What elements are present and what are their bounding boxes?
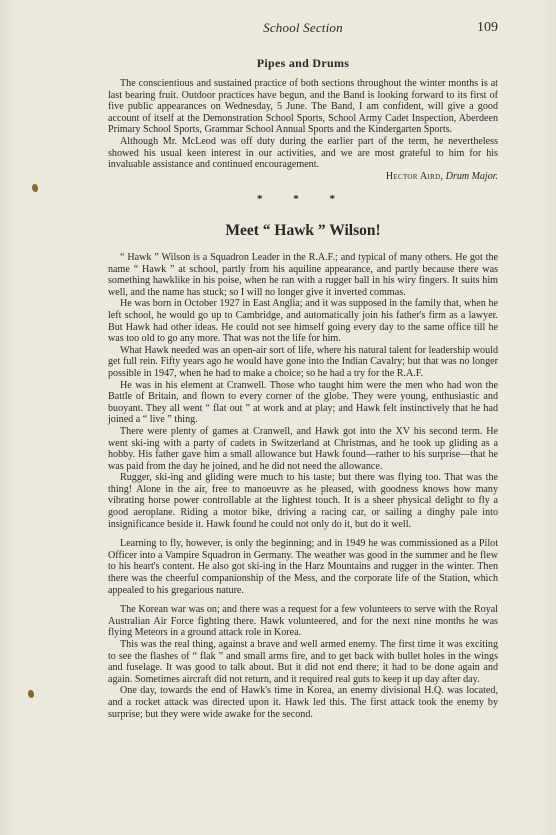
- signature-name: Hector Aird,: [385, 170, 444, 182]
- paragraph: One day, towards the end of Hawk's time in Korea, an enemy divisional H.Q. was located, and a rocket attack was directed upon it. Hawk led this. The first attack took the enemy by surprise; but they were wide awake for the second.: [108, 685, 498, 720]
- page-blemish: [28, 690, 34, 698]
- paragraph: The conscientious and sustained practice of both sections throughout the winter months is at last bearing fruit. Outdoor practices have begun, and the Band is looking forward to its first of five public appearances on Wednesday, 5 June. The Band, I am confident, will give a good account of itself at the Demonstration School Sports, School Army Cadet Inspection, Aberdeen Primary School Sports, Grammar School Annual Sports and the Kindergarten Sports.: [108, 78, 498, 136]
- paragraph: The Korean war was on; and there was a request for a few volunteers to serve with the Royal Australian Air Force fighting there. Hawk volunteered, and for the next nine months he was flying Meteors in a ground attack role in Korea.: [108, 604, 498, 639]
- paragraph: What Hawk needed was an open-air sort of life, where his natural talent for leadership would get full rein. Fifty years ago he would have gone into the Indian Cavalry; but that was no longer possible in 1947, when he had to make a choice; so he had a try for the R.A.F.: [108, 344, 498, 379]
- paragraph: There were plenty of games at Cranwell, and Hawk got into the XV his second term. He went ski-ing with a party of cadets in Switzerland at Christmas, and he took up gliding as a hobby. His father gave him a small allowance but Hawk found—rather to his surprise—that he was paid from the day he joined, and he did not need the allowance.: [108, 425, 498, 472]
- signature-role: Drum Major.: [445, 170, 498, 182]
- paragraph: He was in his element at Cranwell. Those who taught him were the men who had won the Battle of Britain, and flown to every corner of the globe. They were young, enthusiastic and buoyant. They all went “ flat out ” at work and at play; and Hawk felt instinctively that he had joined a “ live ” thing.: [108, 379, 498, 426]
- paragraph: He was born in October 1927 in East Anglia; and it was supposed in the family that, when he left school, he would go up to Cambridge, and automatically join his father's firm as a lawyer. But Hawk had other ideas. He could not see himself going every day to the same office till he was too old to go any more. That was not the life for him.: [108, 298, 498, 345]
- meet-hawk-wilson-article: [108, 222, 498, 720]
- paragraph: Although Mr. McLeod was off duty during the earlier part of the term, he nevertheless showed his usual keen interest in our activities, and we are most grateful to him for his invaluable assistance and continued encouragement.: [108, 135, 498, 171]
- signature: [108, 171, 498, 183]
- paragraph: Learning to fly, however, is only the beginning; and in 1949 he was commissioned as a Pilot Officer into a Vampire Squadron in Germany. The weather was good in the summer and he flew to his heart's content. He also got ski-ing in the Harz Mountains and rugger in the winter. Then there was the cheerful companionship of the Mess, and the corporate life of the Station, which appealed to his gregarious nature.: [108, 538, 498, 596]
- page-blemish: [32, 184, 38, 192]
- pipes-and-drums-article: [108, 56, 498, 205]
- article-heading: Meet “ Hawk ” Wilson!: [225, 222, 381, 239]
- section-title: School Section: [263, 20, 343, 35]
- paragraph: This was the real thing, against a brave and well armed enemy. The first time it was exciting to see the flashes of “ flak ” and small arms fire, and to get back with bullet holes in the wings and fuselage. It was good to talk about. But it did not end there; it had to be done again and again. Sometimes aircraft did not return, and it required real guts to keep it up day after day.: [108, 639, 498, 685]
- paragraph: “ Hawk ” Wilson is a Squadron Leader in the R.A.F.; and typical of many others. He got the name “ Hawk ” at school, partly from his aquiline appearance, and partly because there was something hawklike in his poise, when he ran with a rugger ball in his wiry fingers. It suits him well, and the name has stuck; so I will no longer give it inverted commas.: [108, 252, 498, 298]
- article-heading: Pipes and Drums: [256, 56, 350, 70]
- page-number: 109: [477, 20, 498, 35]
- paragraph: Rugger, ski-ing and gliding were much to his taste; but there was flying too. That was the thing! Alone in the air, free to manoeuvre as he pleased, with goodness knows how many vibrating horse power controllable at the lightest touch. It is a sheer physical delight to fly a good aeroplane. Riding a motor bike, driving a racing car, or sailing a dinghy pale into insignificance beside it. Hawk found he could not only do it, but do it well.: [108, 472, 498, 530]
- running-header: [108, 20, 498, 38]
- section-separator: * * *: [257, 192, 349, 205]
